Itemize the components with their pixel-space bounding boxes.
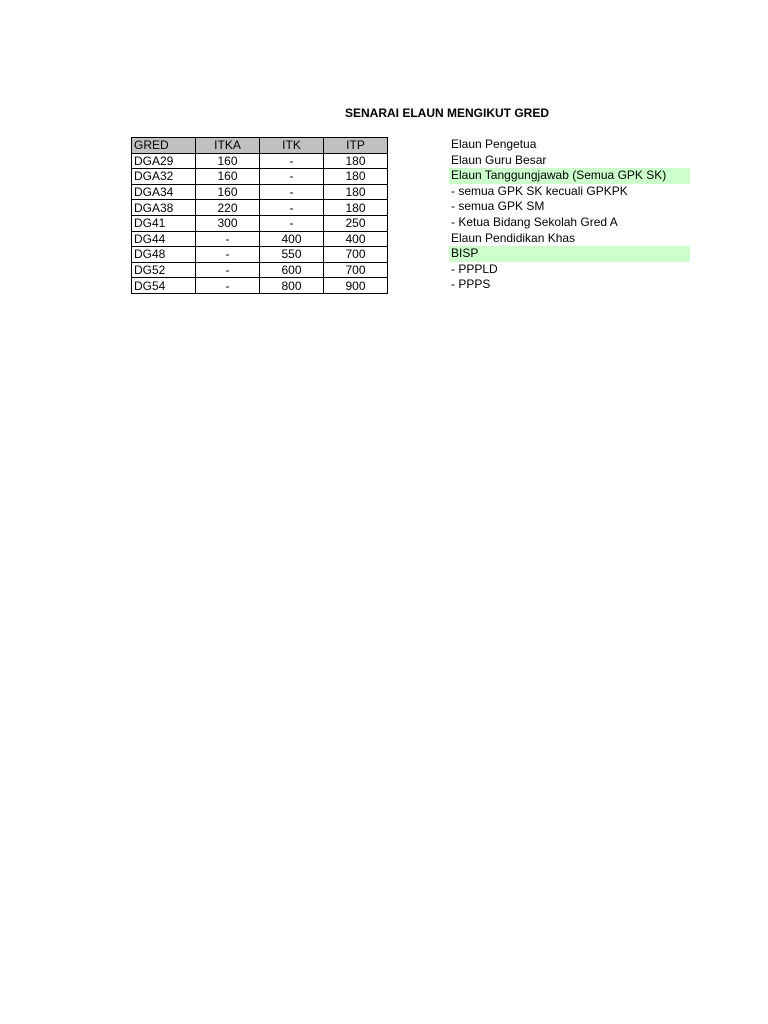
itka-cell: 220 [196,200,260,216]
itp-cell: 900 [324,278,388,294]
page-title: SENARAI ELAUN MENGIKUT GRED [345,106,550,120]
list-item: Elaun Pengetua [451,137,537,151]
itka-cell: - [196,247,260,263]
allowance-table [131,137,388,294]
gred-cell: DGA38 [132,200,196,216]
itka-cell: - [196,231,260,247]
itka-cell: - [196,262,260,278]
itk-cell: - [260,184,324,200]
itp-cell: 180 [324,153,388,169]
itk-cell: 600 [260,262,324,278]
itp-cell: 400 [324,231,388,247]
itp-cell: 250 [324,215,388,231]
itp-cell: 700 [324,247,388,263]
itka-cell: 160 [196,153,260,169]
table-row [132,215,388,231]
itk-cell: 550 [260,247,324,263]
itp-cell: 180 [324,169,388,185]
table-row [132,262,388,278]
itk-cell: 400 [260,231,324,247]
itk-cell: - [260,169,324,185]
gred-cell: DG54 [132,278,196,294]
itp-cell: 700 [324,262,388,278]
gred-cell: DGA32 [132,169,196,185]
column-header-itp: ITP [324,138,388,154]
itk-cell: - [260,215,324,231]
list-item: - PPPS [451,277,491,292]
table-body [132,153,388,293]
column-header-gred: GRED [132,138,196,154]
table-row [132,153,388,169]
list-item: - semua GPK SK kecuali GPKPK [451,183,628,198]
itka-cell: 160 [196,169,260,185]
gred-cell: DG44 [132,231,196,247]
gred-cell: DGA34 [132,184,196,200]
list-item: - Ketua Bidang Sekolah Gred A [451,214,618,229]
gred-cell: DGA29 [132,153,196,169]
table-row [132,278,388,294]
itk-cell: - [260,153,324,169]
itk-cell: 800 [260,278,324,294]
list-item: Elaun Tanggungjawab (Semua GPK SK) [449,168,690,184]
gred-cell: DG52 [132,262,196,278]
table-row [132,200,388,216]
allowance-list [449,137,690,293]
itka-cell: - [196,278,260,294]
table-row [132,169,388,185]
list-item: - semua GPK SM [451,199,545,214]
table-row [132,247,388,263]
list-item: BISP [449,246,690,262]
table-row [132,231,388,247]
gred-cell: DG48 [132,247,196,263]
column-header-itka: ITKA [196,138,260,154]
gred-cell: DG41 [132,215,196,231]
table-header-row [132,138,388,154]
list-item: - PPPLD [451,261,498,276]
itp-cell: 180 [324,200,388,216]
column-header-itk: ITK [260,138,324,154]
itka-cell: 160 [196,184,260,200]
list-item: Elaun Pendidikan Khas [451,230,576,245]
itp-cell: 180 [324,184,388,200]
itk-cell: - [260,200,324,216]
itka-cell: 300 [196,215,260,231]
list-item: Elaun Guru Besar [451,152,547,167]
table-row [132,184,388,200]
